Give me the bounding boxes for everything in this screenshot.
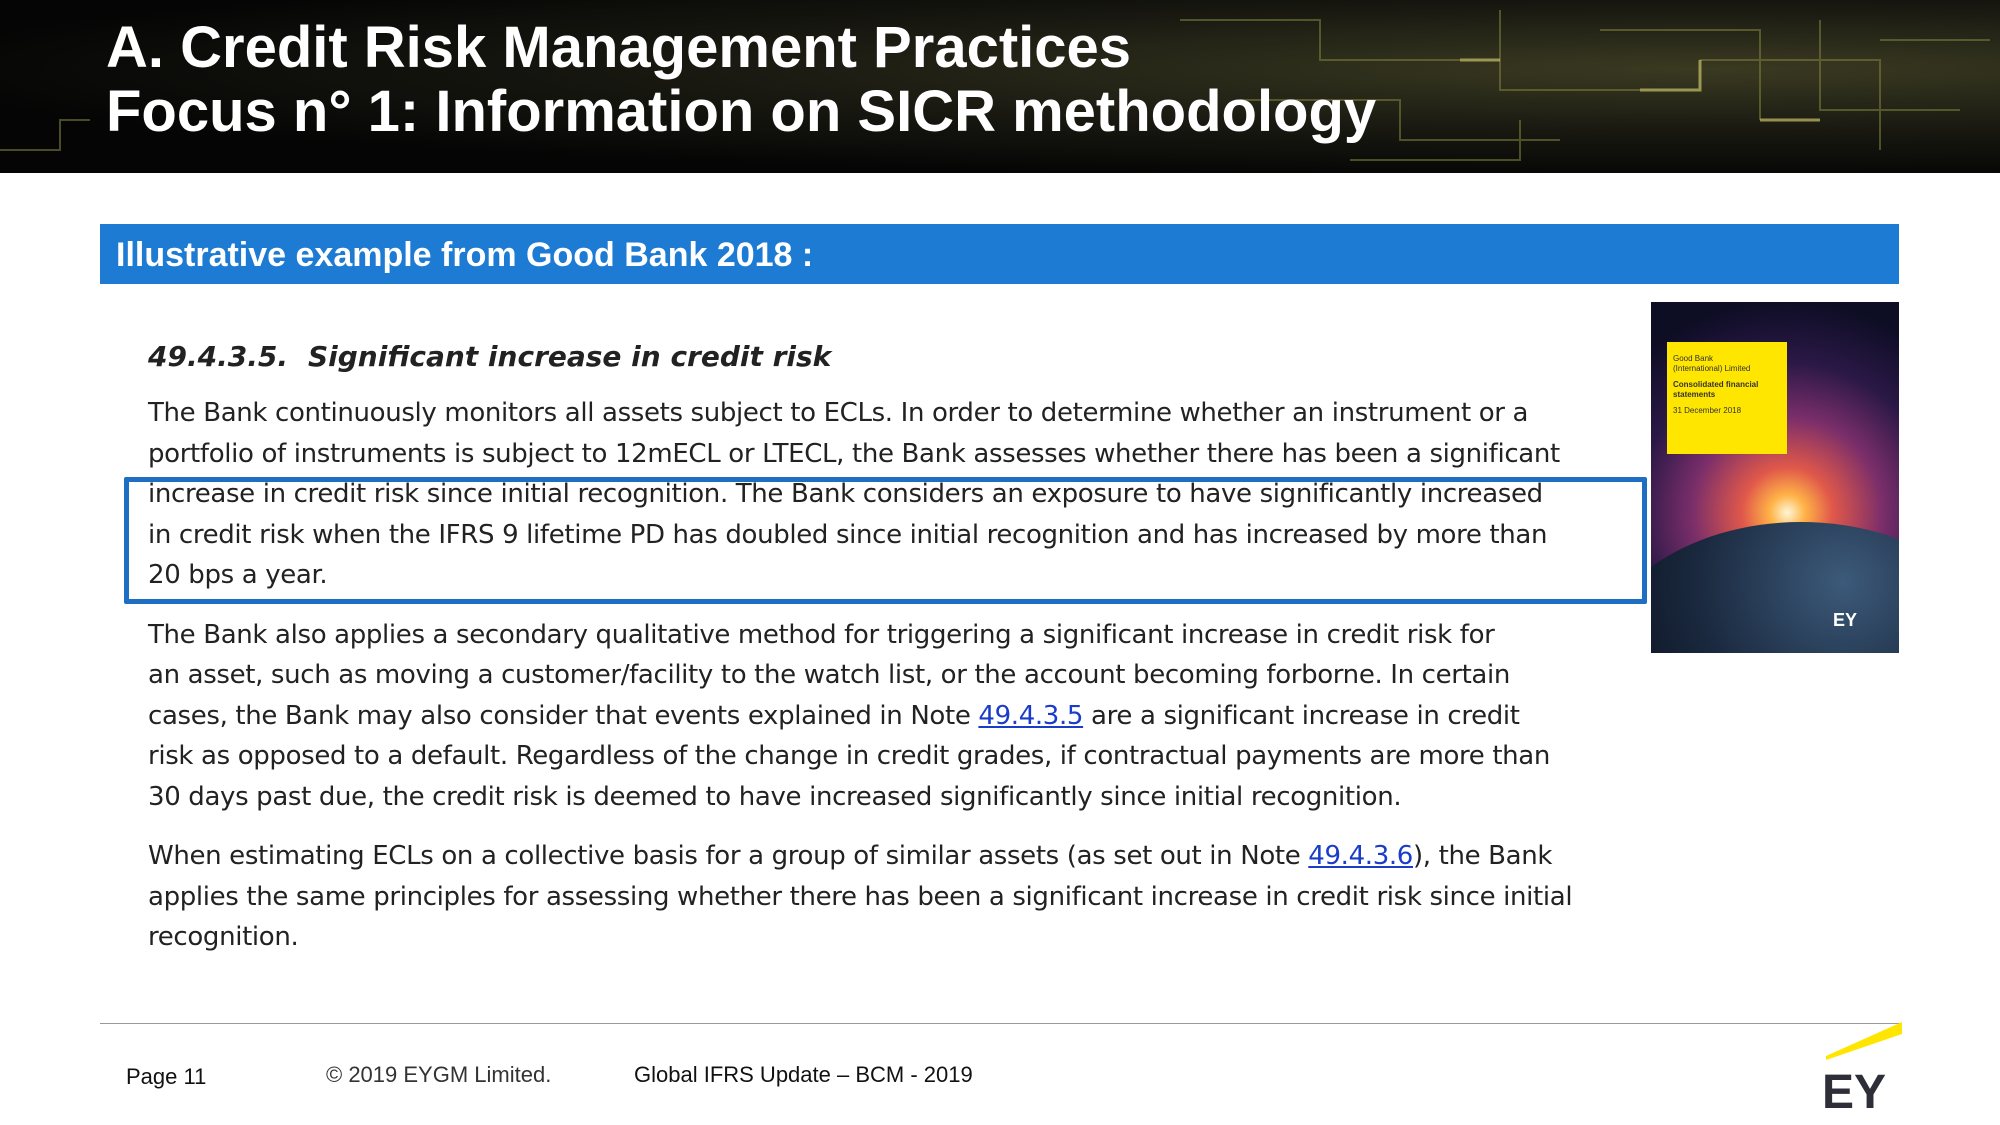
cover-text: 31 December 2018 — [1673, 406, 1742, 415]
cover-text: Good Bank — [1673, 354, 1714, 363]
planet-graphic — [1651, 522, 1899, 653]
note-link-49-4-3-5[interactable]: 49.4.3.5 — [978, 700, 1084, 731]
paragraph-line — [148, 696, 1608, 737]
section-heading — [148, 337, 1608, 377]
cover-ey-logo: EY — [1832, 610, 1857, 630]
header-banner — [0, 0, 2000, 173]
section-title: Significant increase in credit risk — [308, 340, 832, 373]
copyright-text: © 2019 EYGM Limited. — [326, 1062, 552, 1087]
text-segment: When estimating ECLs on a collective basis for a group of similar assets (as set out in Note — [148, 841, 1309, 871]
paragraph-line: recognition. — [148, 922, 299, 952]
note-link-49-4-3-6[interactable]: 49.4.3.6 — [1308, 841, 1414, 871]
cover-text: Consolidated financial — [1673, 380, 1759, 389]
paragraph-line: an asset, such as moving a customer/facility to the watch list, or the account becoming forborne. In certain — [148, 660, 1511, 690]
paragraph-line: in credit risk when the IFRS 9 lifetime PD has doubled since initial recognition and has increased by more than — [148, 519, 1548, 550]
highlight-box — [124, 477, 1647, 604]
paragraph-line: The Bank also applies a secondary qualitative method for triggering a significant increase in credit risk for — [148, 619, 1495, 650]
ey-logo — [1820, 1022, 1905, 1112]
paragraph-line: portfolio of instruments is subject to 12mECL or LTECL, the Bank assesses whether there has been a significant — [148, 438, 1560, 469]
section-banner — [100, 224, 1899, 284]
document-excerpt — [148, 337, 1608, 977]
paragraph-2 — [148, 615, 1608, 818]
text-segment: ), the Bank — [1413, 841, 1553, 871]
paragraph-line: applies the same principles for assessing whether there has been a significant increase in credit risk since initial — [148, 881, 1573, 912]
section-number: 49.4.3.5. — [148, 340, 288, 373]
footer-divider — [100, 1023, 1900, 1024]
paragraph-line: risk as opposed to a default. Regardless of the change in credit grades, if contractual payments are more than — [148, 741, 1551, 771]
page-title-line-2: Focus n° 1: Information on SICR methodology — [106, 79, 1377, 144]
text-segment: cases, the Bank may also consider that events explained in Note — [148, 700, 979, 731]
paragraph-line: 20 bps a year. — [148, 560, 328, 590]
section-banner-text: Illustrative example from Good Bank 2018 : — [116, 236, 814, 274]
page-number: Page 11 — [126, 1064, 207, 1089]
text-segment: are a significant increase in credit — [1083, 700, 1520, 731]
cover-text: statements — [1673, 390, 1716, 399]
page-title-line-1: A. Credit Risk Management Practices — [106, 15, 1132, 80]
cover-title-block — [1667, 342, 1787, 454]
paragraph-line: The Bank continuously monitors all assets subject to ECLs. In order to determine whether an instrument or a — [148, 398, 1529, 428]
cover-text: (International) Limited — [1673, 364, 1751, 373]
paragraph-line: increase in credit risk since initial recognition. The Bank considers an exposure to have significantly increased — [148, 479, 1543, 509]
ey-logo-text: EY — [1822, 1066, 1887, 1112]
paragraph-line: 30 days past due, the credit risk is deemed to have increased significantly since initial recognition. — [148, 781, 1402, 812]
paragraph-line — [148, 836, 1608, 877]
report-cover-thumbnail — [1651, 302, 1899, 653]
paragraph-3 — [148, 836, 1608, 958]
event-title: Global IFRS Update – BCM - 2019 — [634, 1062, 973, 1087]
